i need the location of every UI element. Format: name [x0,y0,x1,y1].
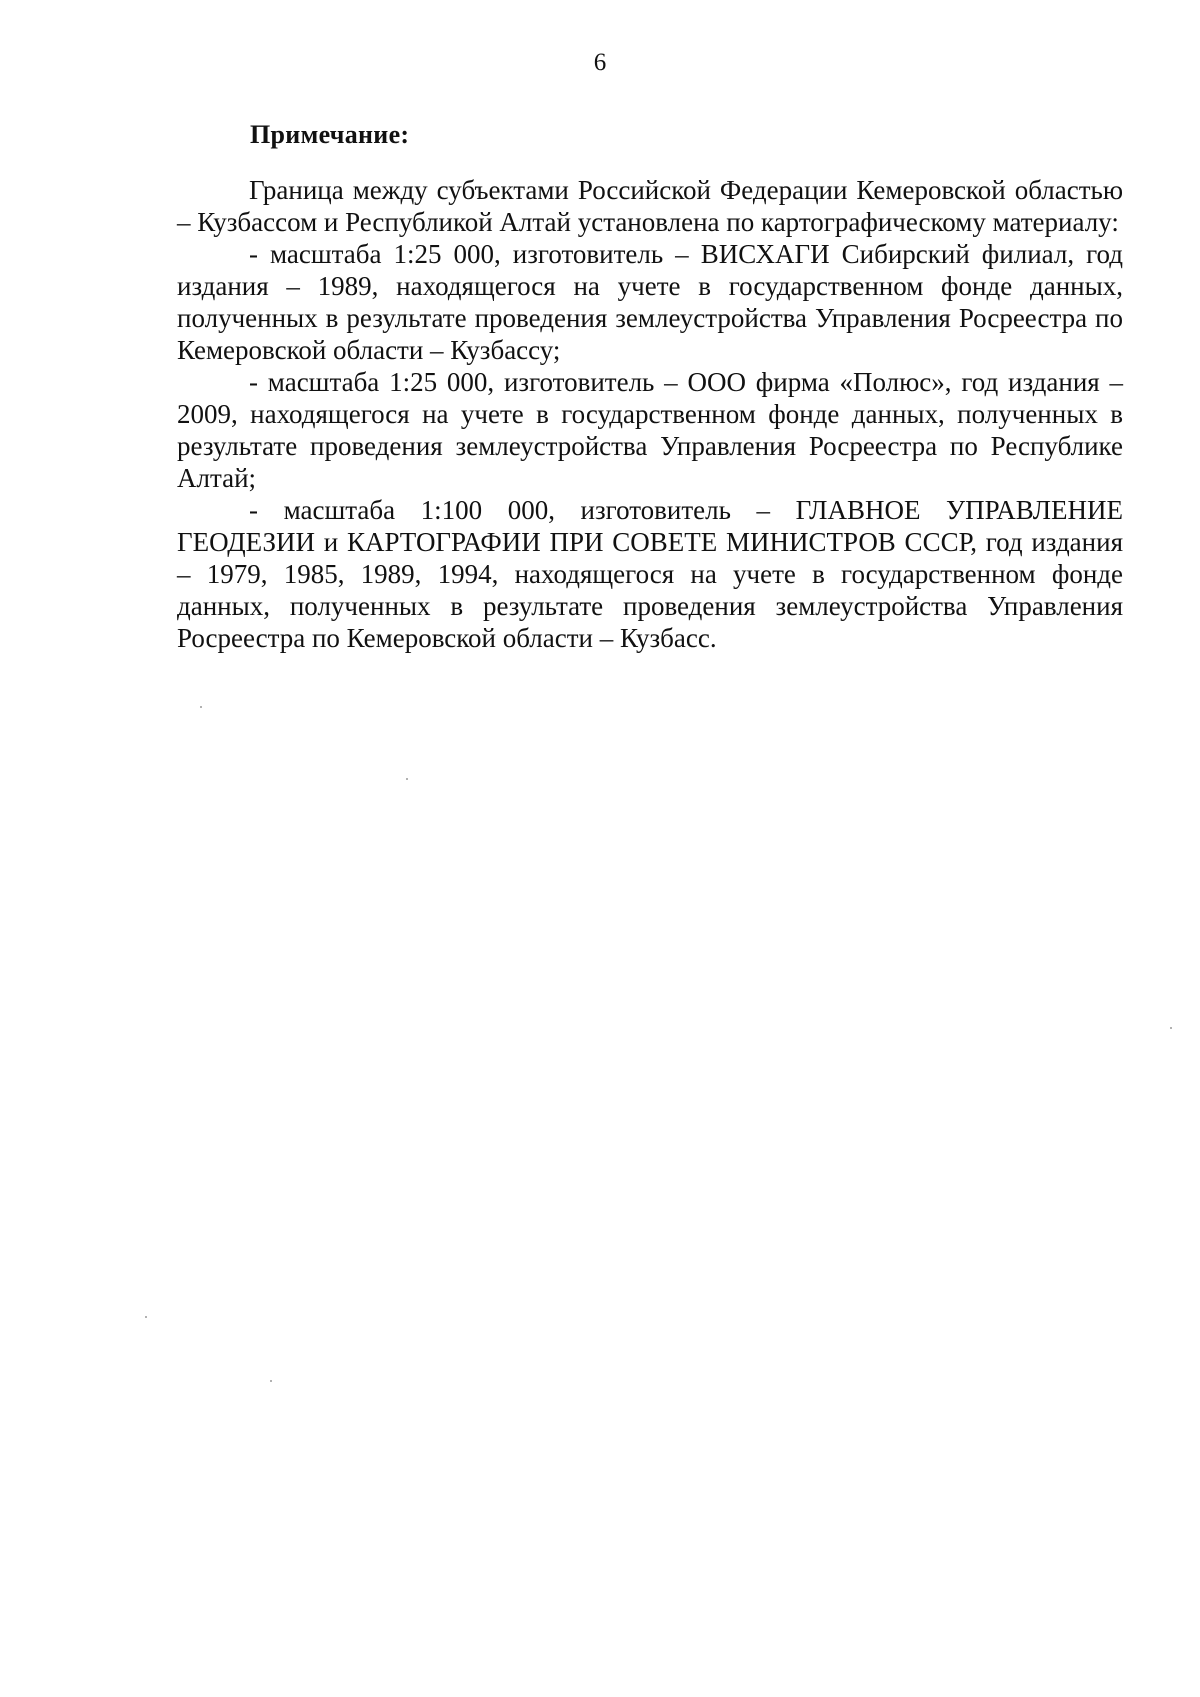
page-number: 6 [593,49,607,76]
scan-speck [1170,1027,1172,1029]
scan-speck [145,1316,147,1318]
map-source-3-paragraph: - масштаба 1:100 000, изготовитель – ГЛАВНОЕ УПРАВЛЕНИЕ ГЕОДЕЗИИ и КАРТОГРАФИИ ПРИ СОВЕТЕ МИНИСТРОВ СССР, год издания – 1979, 1985, 1989, 1994, находящегося на учете в государственном фонде данных, полученных в результате проведения землеустройства Управления Росреестра по Кемеровской области – Кузбасс. [177,495,1123,653]
note-body [177,174,1123,654]
note-heading: Примечание: [250,120,410,149]
scan-speck [270,1380,272,1382]
scan-speck [406,778,408,780]
scan-speck [200,706,202,708]
boundary-statement-paragraph: Граница между субъектами Российской Федерации Кемеровской областью – Кузбассом и Республикой Алтай установлена по картографическому материалу: [177,175,1123,237]
map-source-1-paragraph: - масштаба 1:25 000, изготовитель – ВИСХАГИ Сибирский филиал, год издания – 1989, находящегося на учете в государственном фонде данных, полученных в результате проведения землеустройства Управления Росреестра по Кемеровской области – Кузбассу; [177,239,1123,365]
map-source-2-paragraph: - масштаба 1:25 000, изготовитель – ООО фирма «Полюс», год издания – 2009, находящегося на учете в государственном фонде данных, полученных в результате проведения землеустройства Управления Росреестра по Республике Алтай; [177,367,1123,493]
